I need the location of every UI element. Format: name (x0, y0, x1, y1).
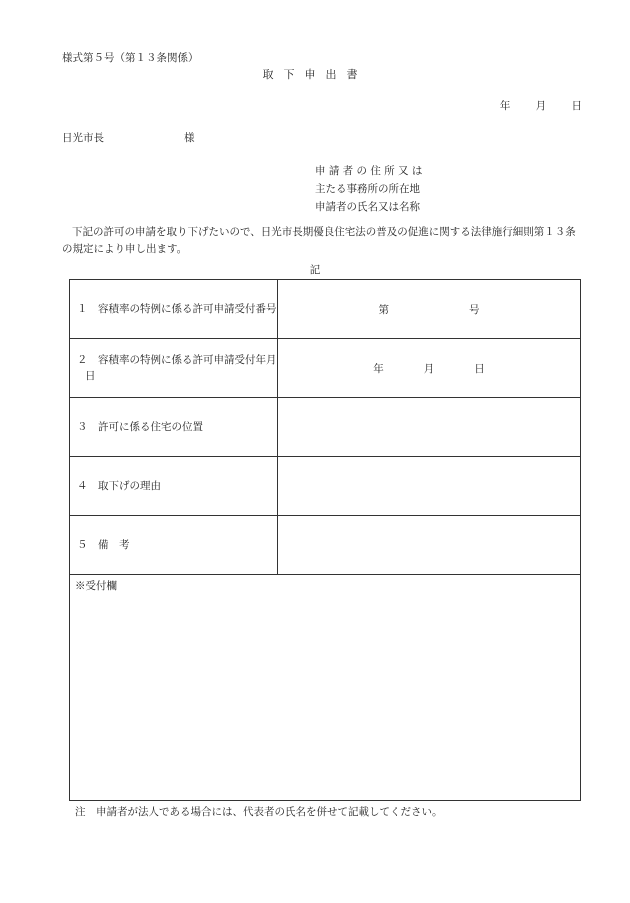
reception-label: ※受付欄 (75, 580, 117, 592)
row-label: ３ 許可に係る住宅の位置 (70, 398, 278, 457)
body-text: 下記の許可の申請を取り下げたいので、日光市長期優良住宅法の普及の促進に関する法律施行細則第１３条の規定により申し出ます。 (62, 226, 576, 255)
date-month: 月 (535, 100, 547, 112)
receipt-date-year: 年 (373, 362, 384, 375)
row-label: ５ 備 考 (70, 516, 278, 575)
footnote: 注 申請者が法人である場合には、代表者の氏名を併せて記載してください。 (75, 806, 443, 818)
table-row (70, 457, 581, 516)
receipt-date-month: 月 (423, 362, 435, 375)
addressee-name: 日光市長 (62, 132, 104, 144)
applicant-block (315, 162, 422, 216)
date-line (478, 98, 582, 113)
row-label: １ 容積率の特例に係る許可申請受付番号 (70, 280, 278, 339)
date-day: 日 (571, 100, 582, 112)
housing-location-field[interactable] (278, 398, 581, 457)
row-label: ２ 容積率の特例に係る許可申請受付年月日 (70, 339, 278, 398)
table-row (70, 339, 581, 398)
table-row (70, 398, 581, 457)
form-number-label: 様式第５号（第１３条関係） (62, 52, 199, 64)
applicant-name-label: 申請者の氏名又は名称 (315, 201, 420, 213)
row-label: ４ 取下げの理由 (70, 457, 278, 516)
applicant-office-label: 主たる事務所の所在地 (315, 183, 420, 195)
table-row (70, 575, 581, 801)
receipt-number-field[interactable] (278, 280, 581, 339)
receipt-date-day: 日 (474, 362, 485, 375)
receipt-number-prefix: 第 (378, 303, 389, 316)
applicant-address-label: 申 請 者 の 住 所 又 は (315, 165, 423, 177)
date-year: 年 (499, 100, 511, 112)
withdrawal-reason-field[interactable] (278, 457, 581, 516)
document-title: 取下申出書 (262, 68, 368, 81)
receipt-date-field[interactable] (278, 339, 581, 398)
ki-heading: 記 (309, 264, 321, 276)
receipt-number-suffix: 号 (469, 303, 480, 316)
form-table (69, 279, 581, 801)
addressee (62, 130, 195, 145)
reception-area[interactable] (70, 575, 581, 801)
remarks-field[interactable] (278, 516, 581, 575)
table-row (70, 516, 581, 575)
table-row (70, 280, 581, 339)
addressee-honorific: 様 (184, 132, 195, 144)
